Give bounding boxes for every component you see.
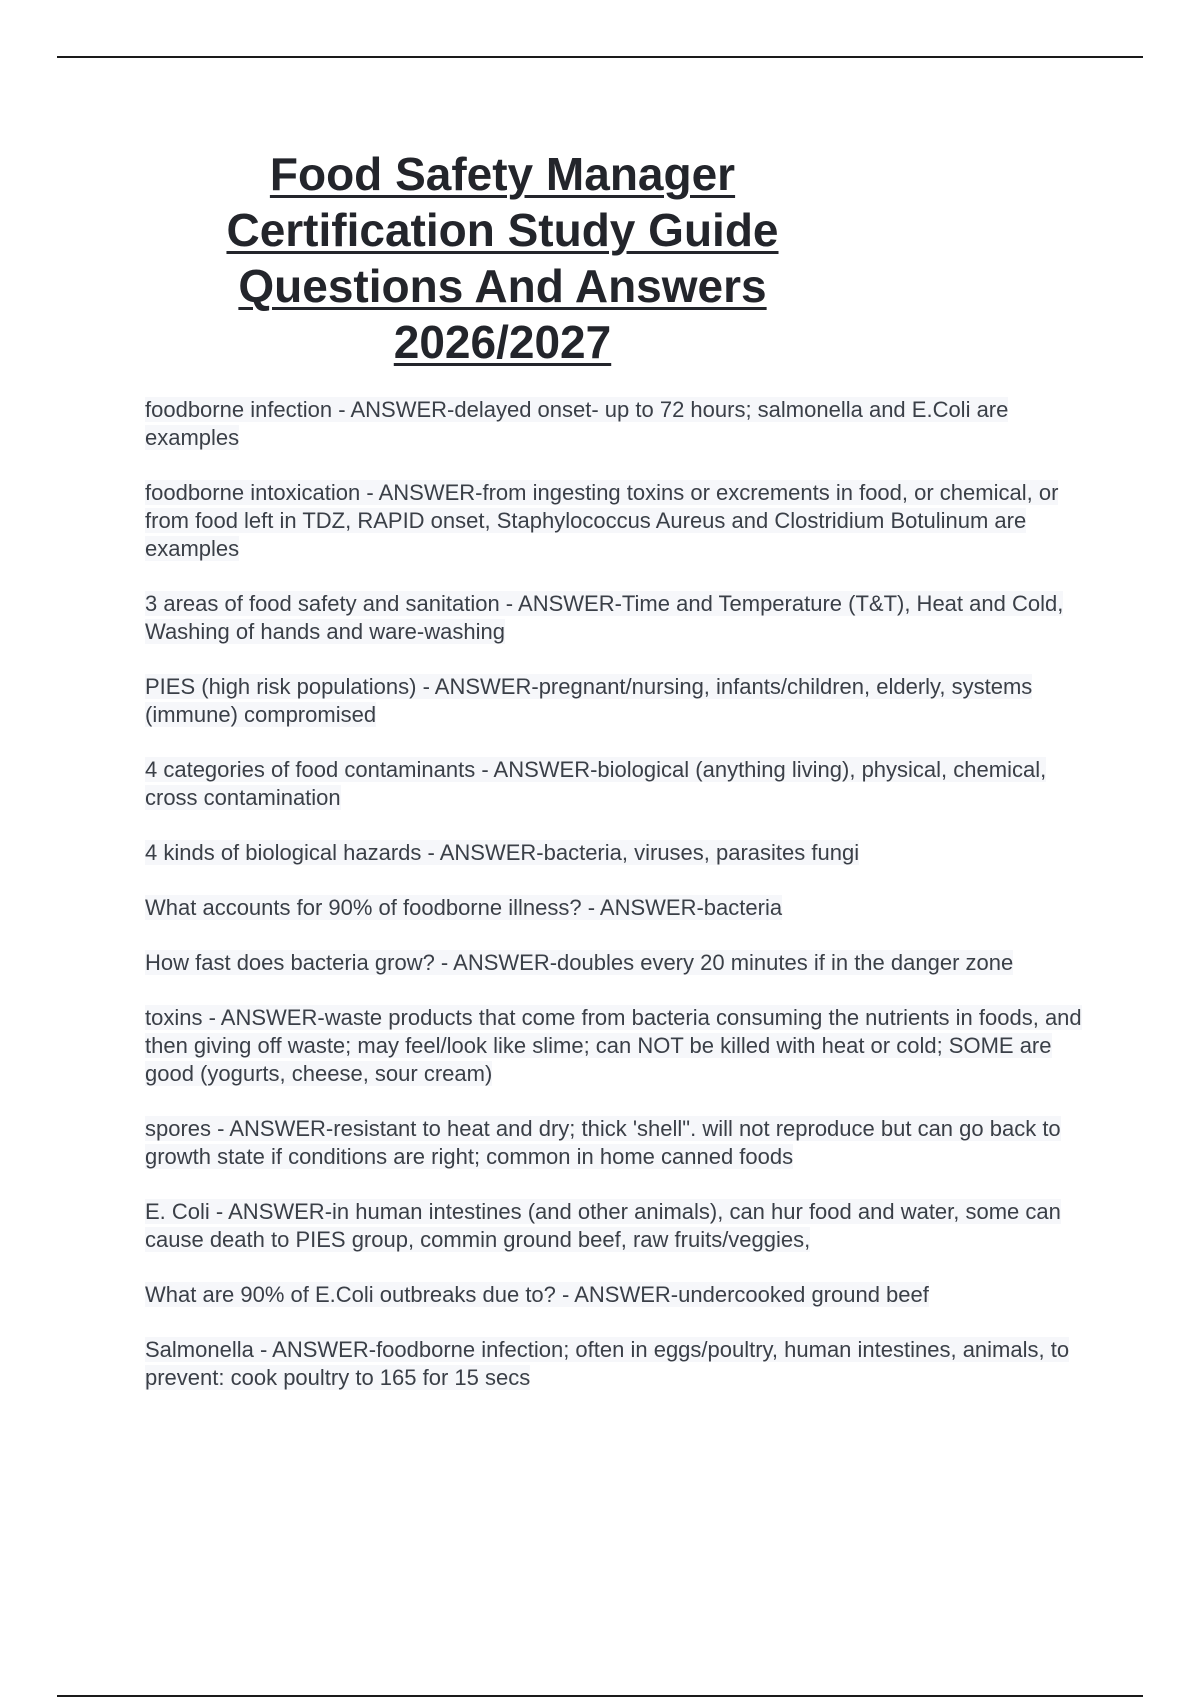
qa-entry-text: What accounts for 90% of foodborne illness? - ANSWER-bacteria xyxy=(145,895,783,920)
title-line-1: Food Safety Manager xyxy=(269,148,736,200)
bottom-divider xyxy=(57,1695,1143,1697)
title-line-4: 2026/2027 xyxy=(393,316,612,368)
qa-list xyxy=(145,396,1095,1419)
qa-entry-contaminant-categories xyxy=(145,756,1095,812)
qa-entry-foodborne-infection xyxy=(145,396,1095,452)
qa-entry-e-coli xyxy=(145,1198,1095,1254)
qa-entry-text: 3 areas of food safety and sanitation - ANSWER-Time and Temperature (T&T), Heat and Cold, Washing of hands and ware-washing xyxy=(145,591,1064,644)
qa-entry-text: toxins - ANSWER-waste products that come from bacteria consuming the nutrients in foods, and then giving off waste; may feel/look like slime; can NOT be killed with heat or cold; SOME are good (yogurts, cheese, sour cream) xyxy=(145,1005,1082,1086)
qa-entry-text: 4 kinds of biological hazards - ANSWER-bacteria, viruses, parasites fungi xyxy=(145,840,860,865)
qa-entry-text: PIES (high risk populations) - ANSWER-pregnant/nursing, infants/children, elderly, systems (immune) compromised xyxy=(145,674,1033,727)
qa-entry-biological-hazards xyxy=(145,839,1095,867)
qa-entry-spores xyxy=(145,1115,1095,1171)
document-title xyxy=(170,146,835,370)
qa-entry-toxins xyxy=(145,1004,1095,1088)
qa-entry-text: 4 categories of food contaminants - ANSWER-biological (anything living), physical, chemical, cross contamination xyxy=(145,757,1047,810)
qa-entry-bacteria-growth xyxy=(145,949,1095,977)
title-line-2: Certification Study Guide xyxy=(226,204,779,256)
title-line-3: Questions And Answers xyxy=(238,260,767,312)
qa-entry-text: What are 90% of E.Coli outbreaks due to? - ANSWER-undercooked ground beef xyxy=(145,1282,929,1307)
qa-entry-text: How fast does bacteria grow? - ANSWER-doubles every 20 minutes if in the danger zone xyxy=(145,950,1014,975)
qa-entry-three-areas xyxy=(145,590,1095,646)
qa-entry-pies xyxy=(145,673,1095,729)
qa-entry-text: foodborne infection - ANSWER-delayed onset- up to 72 hours; salmonella and E.Coli are examples xyxy=(145,397,1009,450)
top-divider xyxy=(57,56,1143,58)
qa-entry-text: Salmonella - ANSWER-foodborne infection; often in eggs/poultry, human intestines, animals, to prevent: cook poultry to 165 for 15 secs xyxy=(145,1337,1070,1390)
qa-entry-e-coli-outbreaks xyxy=(145,1281,1095,1309)
qa-entry-text: spores - ANSWER-resistant to heat and dry; thick 'shell". will not reproduce but can go back to growth state if conditions are right; common in home canned foods xyxy=(145,1116,1061,1169)
qa-entry-salmonella xyxy=(145,1336,1095,1392)
qa-entry-ninety-percent-illness xyxy=(145,894,1095,922)
qa-entry-foodborne-intoxication xyxy=(145,479,1095,563)
qa-entry-text: E. Coli - ANSWER-in human intestines (and other animals), can hur food and water, some can cause death to PIES group, commin ground beef, raw fruits/veggies, xyxy=(145,1199,1061,1252)
qa-entry-text: foodborne intoxication - ANSWER-from ingesting toxins or excrements in food, or chemical, or from food left in TDZ, RAPID onset, Staphylococcus Aureus and Clostridium Botulinum are examples xyxy=(145,480,1059,561)
